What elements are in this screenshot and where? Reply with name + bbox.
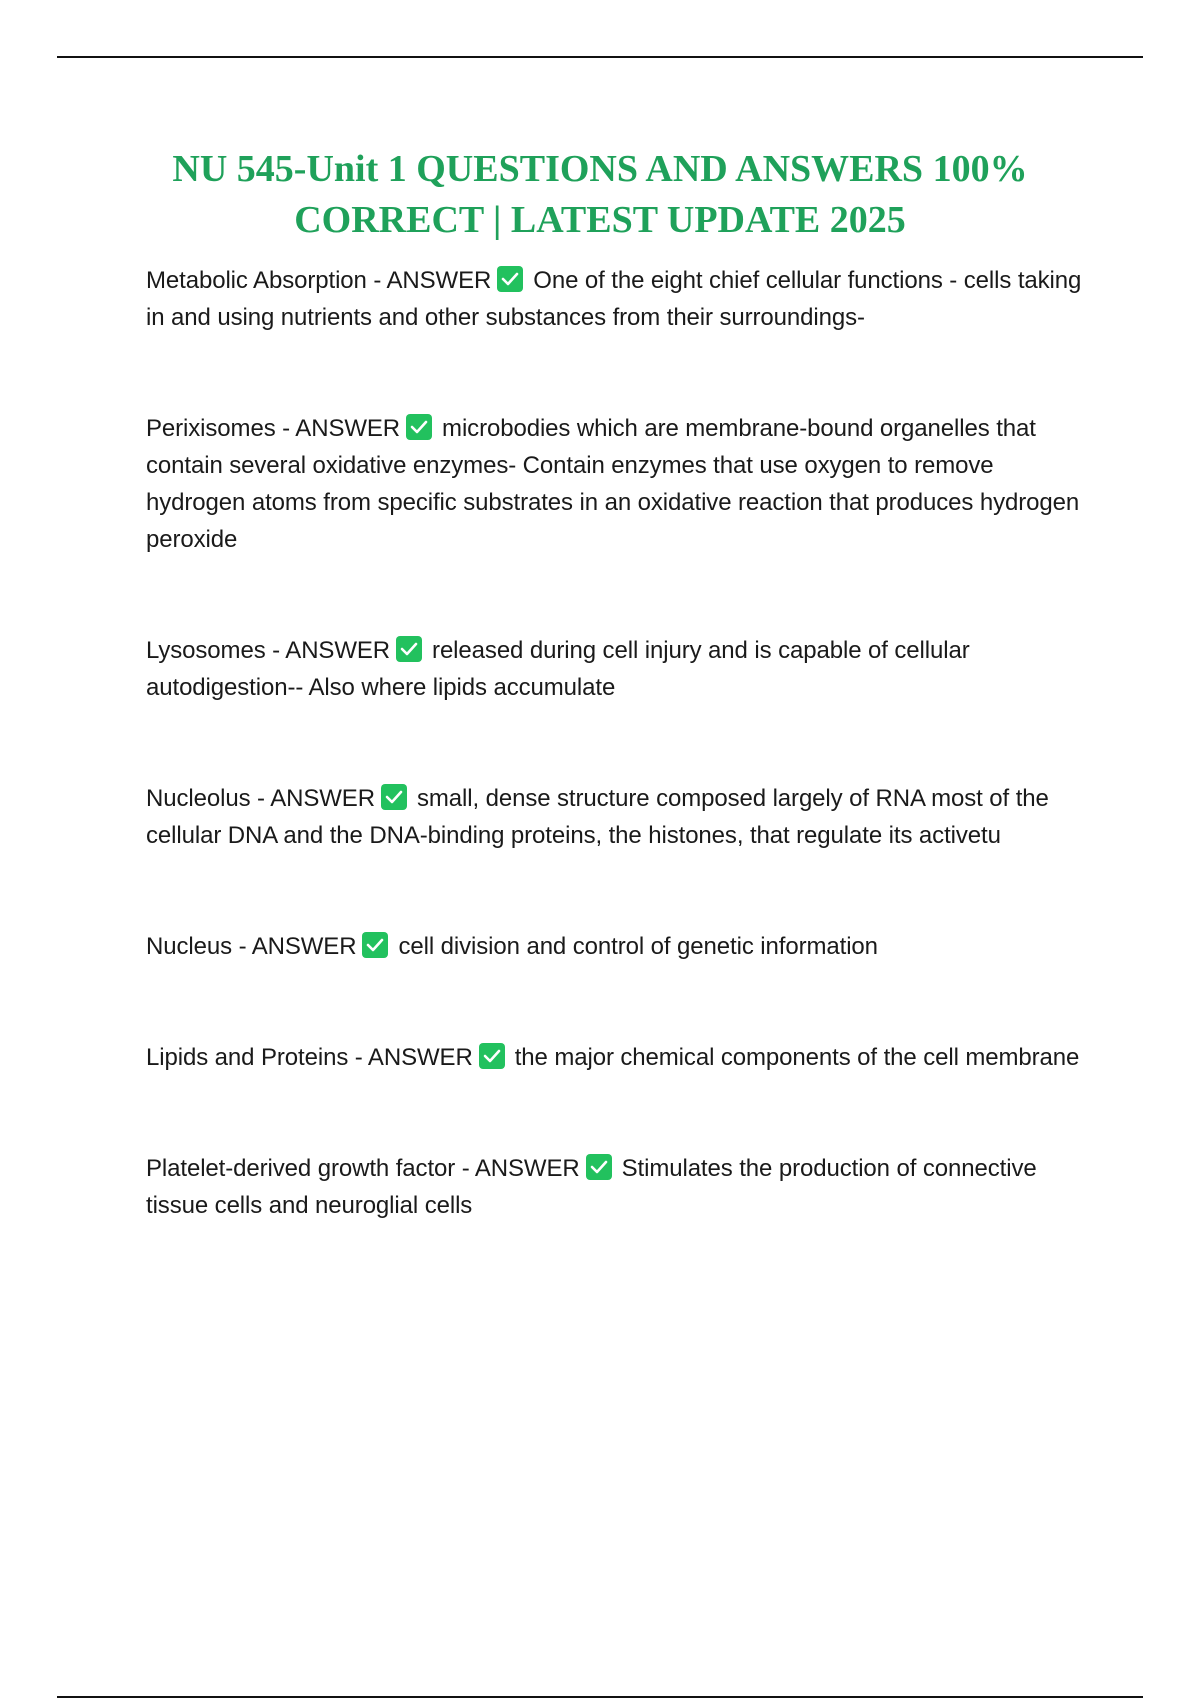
- qa-term: Perixisomes - ANSWER: [146, 415, 401, 442]
- qa-item: [146, 262, 1096, 336]
- check-icon: [396, 636, 422, 662]
- qa-answer: cell division and control of genetic information: [398, 933, 878, 960]
- qa-answer: small, dense structure composed largely of RNA most of the cellular DNA and the DNA-binding proteins, the histones, that regulate its activetu: [146, 785, 1049, 849]
- qa-term: Platelet-derived growth factor - ANSWER: [146, 1155, 580, 1182]
- qa-term: Lipids and Proteins - ANSWER: [146, 1044, 473, 1071]
- qa-answer: microbodies which are membrane-bound organelles that contain several oxidative enzymes- Contain enzymes that use oxygen to remove hydrogen atoms from specific substrates in an oxidative reaction that produces hydrogen peroxide: [146, 415, 1080, 553]
- qa-item: [146, 410, 1096, 558]
- check-icon: [586, 1154, 612, 1180]
- header-rule: [57, 56, 1143, 58]
- qa-answer: One of the eight chief cellular functions - cells taking in and using nutrients and other substances from their surroundings-: [146, 267, 1082, 331]
- qa-answer: the major chemical components of the cell membrane: [514, 1044, 1080, 1071]
- footer-rule: [57, 1696, 1143, 1698]
- qa-item: [146, 632, 1096, 706]
- qa-answer: released during cell injury and is capable of cellular autodigestion-- Also where lipids accumulate: [146, 637, 970, 701]
- qa-term: Nucleolus - ANSWER: [146, 785, 375, 812]
- document-title: NU 545-Unit 1 QUESTIONS AND ANSWERS 100% CORRECT | LATEST UPDATE 2025: [172, 148, 1028, 241]
- qa-item: [146, 780, 1096, 854]
- qa-term: Nucleus - ANSWER: [146, 933, 357, 960]
- qa-item: [146, 1039, 1096, 1076]
- qa-term: Lysosomes - ANSWER: [146, 637, 391, 664]
- qa-item: [146, 1150, 1096, 1224]
- check-icon: [406, 414, 432, 440]
- qa-answer: Stimulates the production of connective tissue cells and neuroglial cells: [146, 1155, 1037, 1219]
- check-icon: [479, 1043, 505, 1069]
- qa-item: [146, 928, 1096, 965]
- check-icon: [497, 266, 523, 292]
- check-icon: [362, 932, 388, 958]
- qa-term: Metabolic Absorption - ANSWER: [146, 267, 492, 294]
- check-icon: [381, 784, 407, 810]
- qa-list: [146, 262, 1096, 1298]
